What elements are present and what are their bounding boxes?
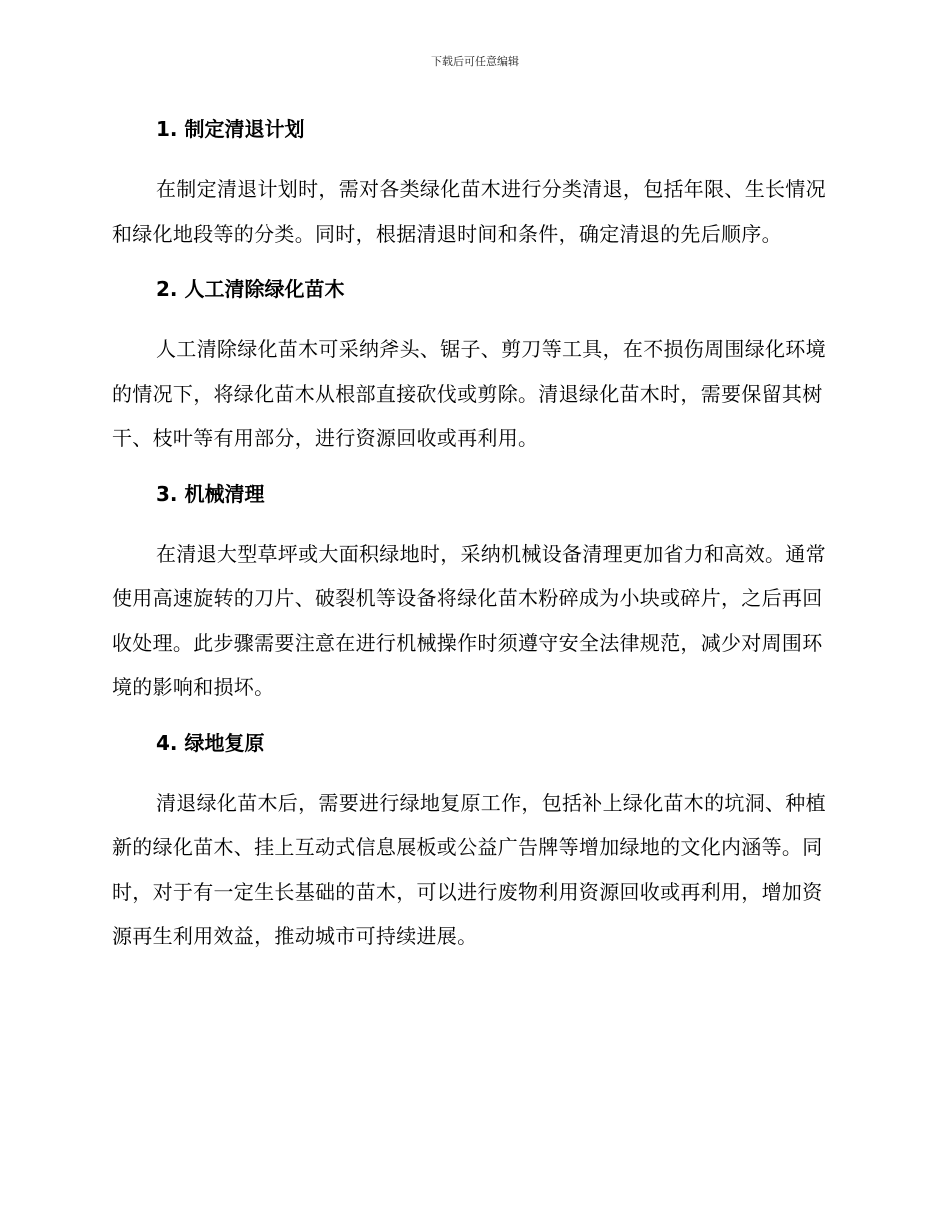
header-note: 下载后可任意编辑 [431,55,519,68]
document-body [112,112,832,959]
section-paragraph: 在制定清退计划时，需对各类绿化苗木进行分类清退，包括年限、生长情况和绿化地段等的分类。同时，根据清退时间和条件，确定清退的先后顺序。 [112,177,826,246]
section-heading: 3. 机械清理 [156,481,265,506]
section-restoration [112,726,832,959]
section-plan [112,112,832,256]
section-heading: 4. 绿地复原 [156,730,265,755]
section-paragraph: 清退绿化苗木后，需要进行绿地复原工作，包括补上绿化苗木的坑洞、种植新的绿化苗木、挂上互动式信息展板或公益广告牌等增加绿地的文化内涵等。同时，对于有一定生长基础的苗木，可以进行废物利用资源回收或再利用，增加资源再生利用效益，推动城市可持续进展。 [112,790,826,948]
section-paragraph: 人工清除绿化苗木可采纳斧头、锯子、剪刀等工具，在不损伤周围绿化环境的情况下，将绿化苗木从根部直接砍伐或剪除。清退绿化苗木时，需要保留其树干、枝叶等有用部分，进行资源回收或再利用。 [112,337,826,450]
section-heading: 2. 人工清除绿化苗木 [156,277,345,301]
section-heading: 1. 制定清退计划 [156,117,305,141]
section-paragraph: 在清退大型草坪或大面积绿地时，采纳机械设备清理更加省力和高效。通常使用高速旋转的刀片、破裂机等设备将绿化苗木粉碎成为小块或碎片，之后再回收处理。此步骤需要注意在进行机械操作时须遵守安全法律规范，减少对周围环境的影响和损坏。 [112,541,826,699]
section-manual-removal [112,272,832,461]
section-mechanical-cleanup [112,477,832,710]
